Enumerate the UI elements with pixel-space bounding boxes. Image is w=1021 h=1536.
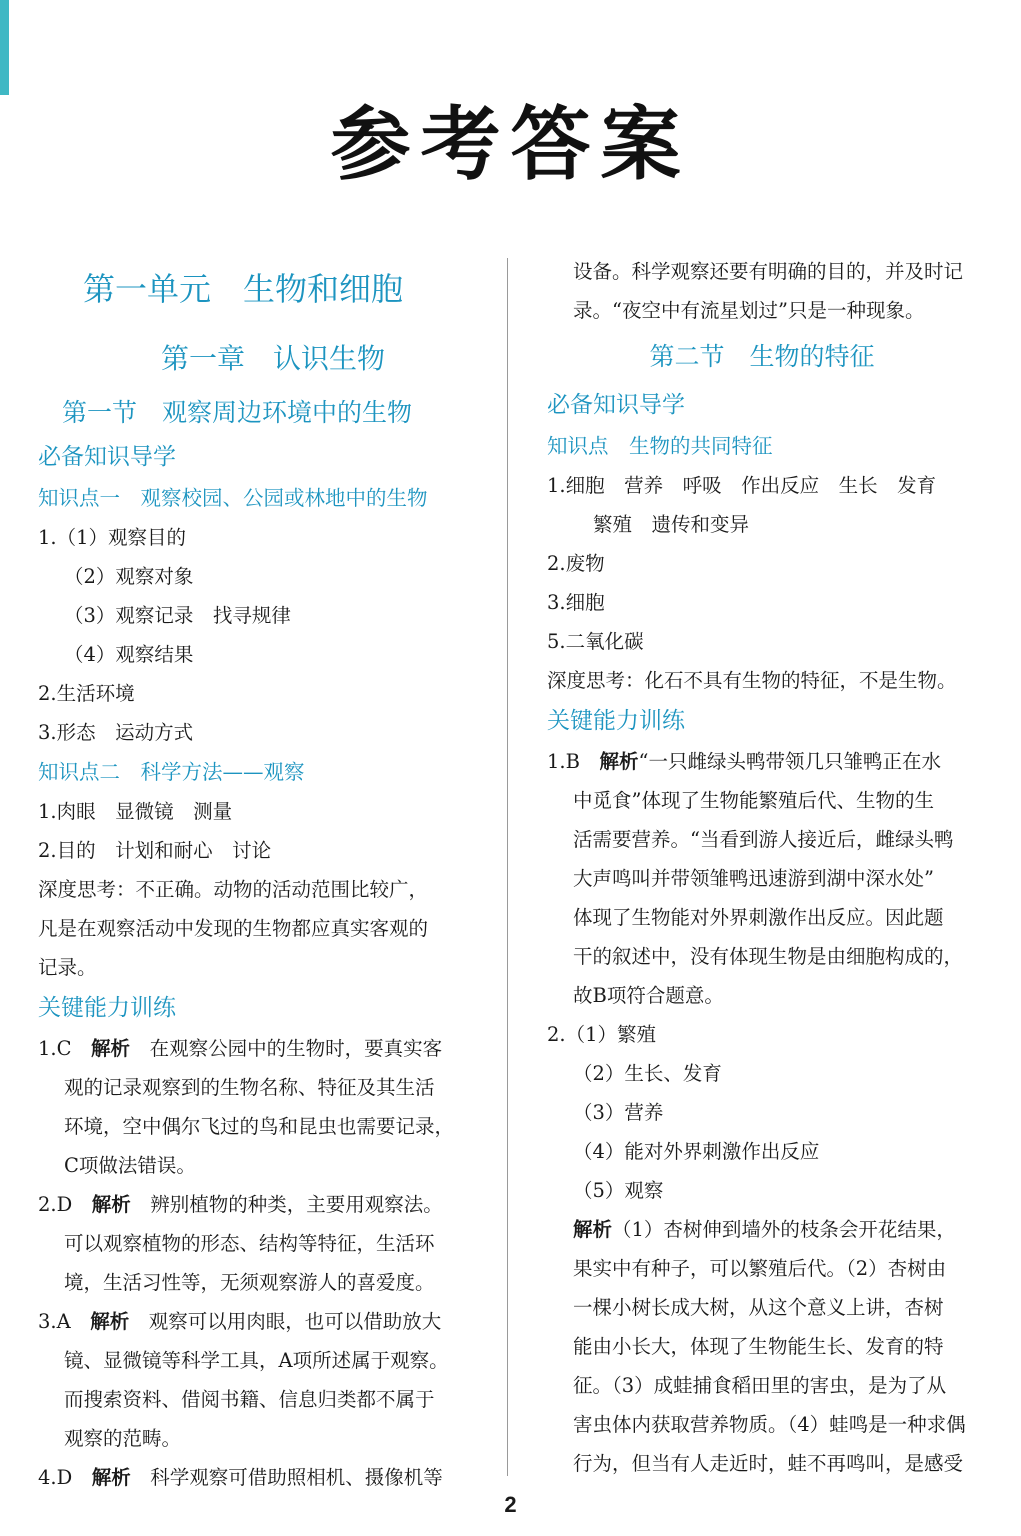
question-line: 一棵小树长成大树，从这个意义上讲，杏树 [573, 1296, 944, 1319]
answer-line: （5）观察 [573, 1179, 664, 1202]
question-line: 能由小长大，体现了生物能生长、发育的特 [573, 1335, 944, 1358]
question-line: 果实中有种子，可以繁殖后代。（2）杏树由 [573, 1257, 947, 1280]
question-line: 环境，空中偶尔飞过的鸟和昆虫也需要记录， [64, 1115, 455, 1138]
analysis-tag: 解析 [91, 1193, 131, 1216]
question-line: 故B项符合题意。 [573, 984, 724, 1007]
answer-line: 5.二氧化碳 [547, 630, 644, 653]
question-number: 2.D [38, 1193, 73, 1216]
answer-line: 2.（1）繁殖 [547, 1023, 657, 1046]
question-text: 在观察公园中的生物时，要真实客 [149, 1037, 443, 1060]
answer-line: （3）营养 [573, 1101, 664, 1124]
answer-line: 2.目的 计划和耐心 讨论 [38, 839, 272, 862]
answer-line: 1.（1）观察目的 [38, 526, 187, 549]
question-text: “一只雌绿头鸭带领几只雏鸭正在水 [638, 750, 941, 773]
answer-line: 3.形态 运动方式 [38, 721, 194, 744]
answer-line: 繁殖 遗传和变异 [593, 513, 750, 536]
answer-line: 1.细胞 营养 呼吸 作出反应 生长 发育 [547, 474, 937, 497]
question-line: C项做法错误。 [64, 1154, 196, 1177]
chapter-title: 第一章 认识生物 [160, 342, 385, 375]
deep-thinking-line: 凡是在观察活动中发现的生物都应真实客观的 [38, 917, 429, 940]
analysis-tag: 解析 [90, 1310, 130, 1333]
section-title: 第二节 生物的特征 [649, 342, 875, 371]
question-line [38, 1302, 468, 1341]
deep-thinking-line: 深度思考：化石不具有生物的特征，不是生物。 [547, 669, 957, 692]
question-line: 可以观察植物的形态、结构等特征，生活环 [64, 1232, 435, 1255]
answer-line: 2.废物 [547, 552, 605, 575]
question-line [38, 1029, 468, 1068]
question-text: 观察可以用肉眼，也可以借助放大 [148, 1310, 442, 1333]
page-number: 2 [504, 1492, 517, 1517]
training-heading: 关键能力训练 [547, 708, 685, 734]
question-text: 辨别植物的种类，主要用观察法。 [150, 1193, 443, 1216]
question-line: 中觅食”体现了生物能繁殖后代、生物的生 [573, 789, 934, 812]
question-line: 行为，但当有人走近时，蛙不再鸣叫，是感受 [573, 1452, 964, 1475]
answer-line: （3）观察记录 找寻规律 [64, 604, 291, 627]
analysis-tag: 解析 [573, 1218, 613, 1241]
answer-line: （4）能对外界刺激作出反应 [573, 1140, 820, 1163]
question-number: 4.D [38, 1466, 73, 1489]
deep-thinking-line: 深度思考：不正确。动物的活动范围比较广， [38, 878, 429, 901]
knowledge-point-heading: 知识点二 科学方法——观察 [38, 760, 305, 784]
analysis-tag: 解析 [599, 750, 639, 773]
analysis-tag: 解析 [91, 1466, 131, 1489]
right-column [547, 252, 977, 1483]
section-title: 第一节 观察周边环境中的生物 [62, 398, 413, 427]
question-text: （1）杏树伸到墙外的枝条会开花结果， [612, 1218, 956, 1241]
answer-line: （2）生长、发育 [573, 1062, 722, 1085]
question-line [547, 1210, 977, 1249]
question-number: 1.B [547, 750, 580, 773]
knowledge-point-heading: 知识点一 观察校园、公园或林地中的生物 [38, 486, 428, 510]
guide-heading: 必备知识导学 [547, 392, 685, 418]
unit-title: 第一单元 生物和细胞 [82, 270, 403, 308]
question-number: 1.C [38, 1037, 72, 1060]
page-edge-strip [0, 0, 9, 95]
question-number: 3.A [38, 1310, 71, 1333]
question-line: 观察的范畴。 [64, 1427, 182, 1450]
question-line: 害虫体内获取营养物质。（4）蛙鸣是一种求偶 [573, 1413, 966, 1436]
deep-thinking-line: 记录。 [38, 956, 97, 979]
answer-line: 1.肉眼 显微镜 测量 [38, 800, 233, 823]
continued-line: 录。“夜空中有流星划过”只是一种现象。 [573, 299, 925, 322]
question-line: 大声鸣叫并带领雏鸭迅速游到湖中深水处” [573, 867, 934, 890]
question-line: 而搜索资料、借阅书籍、信息归类都不属于 [64, 1388, 435, 1411]
question-line: 征。（3）成蛙捕食稻田里的害虫，是为了从 [573, 1374, 947, 1397]
left-column [38, 250, 468, 1497]
training-heading: 关键能力训练 [38, 995, 176, 1021]
question-line: 境，生活习性等，无须观察游人的喜爱度。 [64, 1271, 435, 1294]
continued-line: 设备。科学观察还要有明确的目的，并及时记 [573, 260, 964, 283]
answer-line: 3.细胞 [547, 591, 605, 614]
knowledge-point-heading: 知识点 生物的共同特征 [547, 434, 773, 458]
guide-heading: 必备知识导学 [38, 444, 176, 470]
answer-line: （4）观察结果 [64, 643, 194, 666]
question-line: 活需要营养。“当看到游人接近后，雌绿头鸭 [573, 828, 954, 851]
question-line: 镜、显微镜等科学工具，A项所述属于观察。 [64, 1349, 449, 1372]
answer-line: 2.生活环境 [38, 682, 135, 705]
question-line [547, 742, 977, 781]
question-line: 观的记录观察到的生物名称、特征及其生活 [64, 1076, 435, 1099]
question-line: 体现了生物能对外界刺激作出反应。因此题 [573, 906, 944, 929]
column-divider [507, 258, 508, 1476]
analysis-tag: 解析 [91, 1037, 131, 1060]
question-text: 科学观察可借助照相机、摄像机等 [150, 1466, 443, 1489]
answer-line: （2）观察对象 [64, 565, 194, 588]
question-line: 干的叙述中，没有体现生物是由细胞构成的， [573, 945, 964, 968]
page-title: 参考答案 [330, 97, 691, 191]
question-line [38, 1185, 468, 1224]
